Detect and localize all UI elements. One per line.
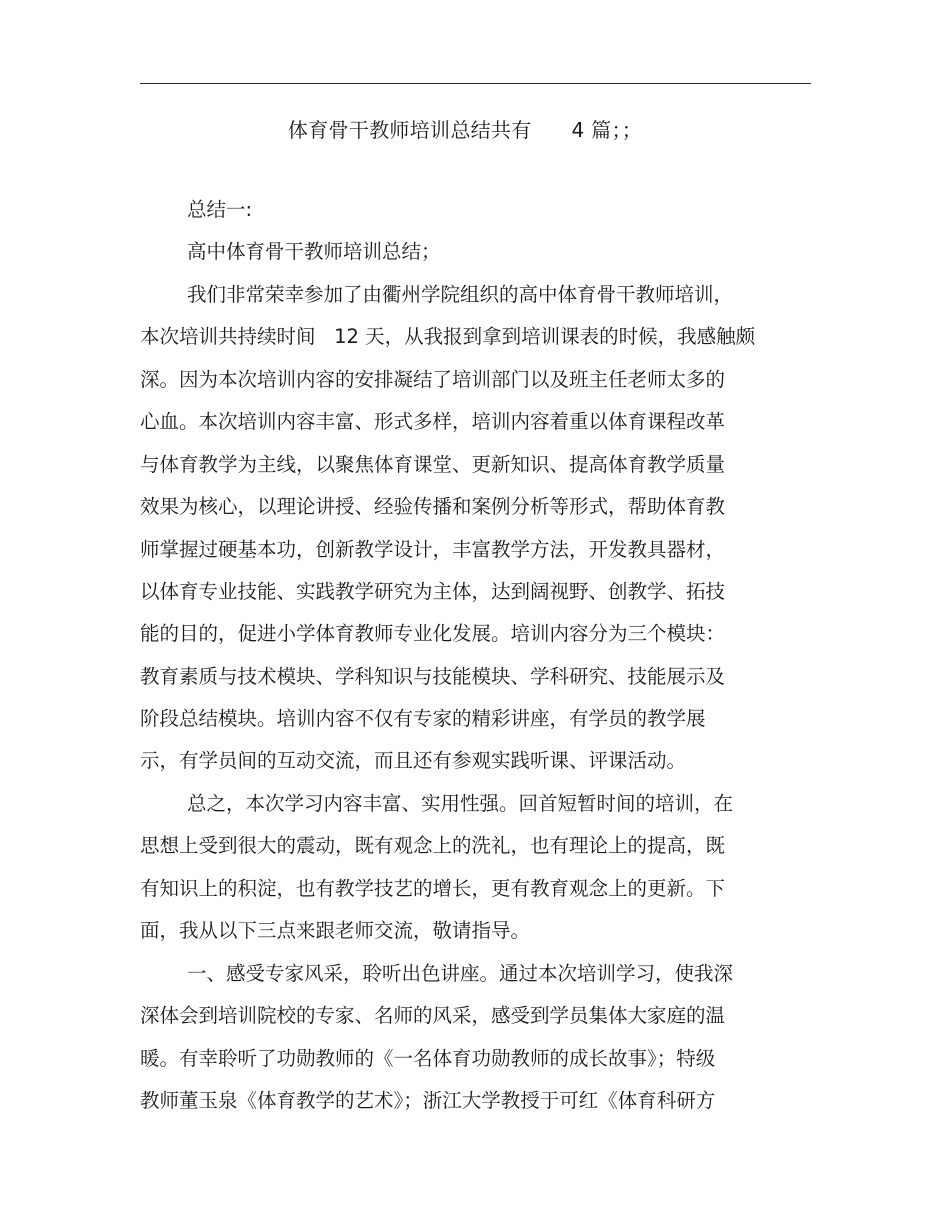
paragraph-line: 师掌握过硬基本功，创新教学设计，丰富教学方法，开发教具器材， <box>140 538 726 561</box>
paragraph-line: 能的目的，促进小学体育教师专业化发展。培训内容分为三个模块： <box>140 622 726 645</box>
paragraph-line: 我们非常荣幸参加了由衢州学院组织的高中体育骨干教师培训， <box>187 283 734 306</box>
document-title: 体育骨干教师培训总结共有 4 篇；； <box>287 118 643 142</box>
paragraph-line: 效果为核心，以理论讲授、经验传播和案例分析等形式，帮助体育教 <box>140 495 726 518</box>
paragraph-line: 阶段总结模块。培训内容不仅有专家的精彩讲座，有学员的教学展 <box>140 707 706 730</box>
subtitle-line: 高中体育骨干教师培训总结； <box>187 240 441 263</box>
paragraph-line: 教师董玉泉《体育教学的艺术》；浙江大学教授于可红《体育科研方 <box>140 1089 716 1112</box>
paragraph-line: 教育素质与技术模块、学科知识与技能模块、学科研究、技能展示及 <box>140 665 726 688</box>
paragraph-line: 面，我从以下三点来跟老师交流，敬请指导。 <box>140 919 531 942</box>
header-rule <box>140 83 811 84</box>
paragraph-line: 深体会到培训院校的专家、名师的风采，感受到学员集体大家庭的温 <box>140 1004 726 1027</box>
paragraph-line: 有知识上的积淀，也有教学技艺的增长，更有教育观念上的更新。下 <box>140 877 726 900</box>
paragraph-line: 暖。有幸聆听了功勋教师的《一名体育功勋教师的成长故事》；特级 <box>140 1047 716 1070</box>
section-heading: 总结一: <box>187 198 253 221</box>
paragraph-line: 总之，本次学习内容丰富、实用性强。回首短暂时间的培训，在 <box>187 792 734 815</box>
paragraph-line: 以体育专业技能、实践教学研究为主体，达到阔视野、创教学、拓技 <box>140 580 726 603</box>
paragraph-line: 心血。本次培训内容丰富、形式多样，培训内容着重以体育课程改革 <box>140 410 726 433</box>
paragraph-line: 一、感受专家风采，聆听出色讲座。通过本次培训学习，使我深 <box>187 962 734 985</box>
paragraph-line: 本次培训共持续时间 12 天，从我报到拿到培训课表的时候，我感触颇 <box>140 325 756 348</box>
paragraph-line: 与体育教学为主线，以聚焦体育课堂、更新知识、提高体育教学质量 <box>140 453 726 476</box>
paragraph-line: 深。因为本次培训内容的安排凝结了培训部门以及班主任老师太多的 <box>140 368 726 391</box>
paragraph-line: 示，有学员间的互动交流，而且还有参观实践听课、评课活动。 <box>140 749 687 772</box>
paragraph-line: 思想上受到很大的震动，既有观念上的洗礼，也有理论上的提高，既 <box>140 834 726 857</box>
